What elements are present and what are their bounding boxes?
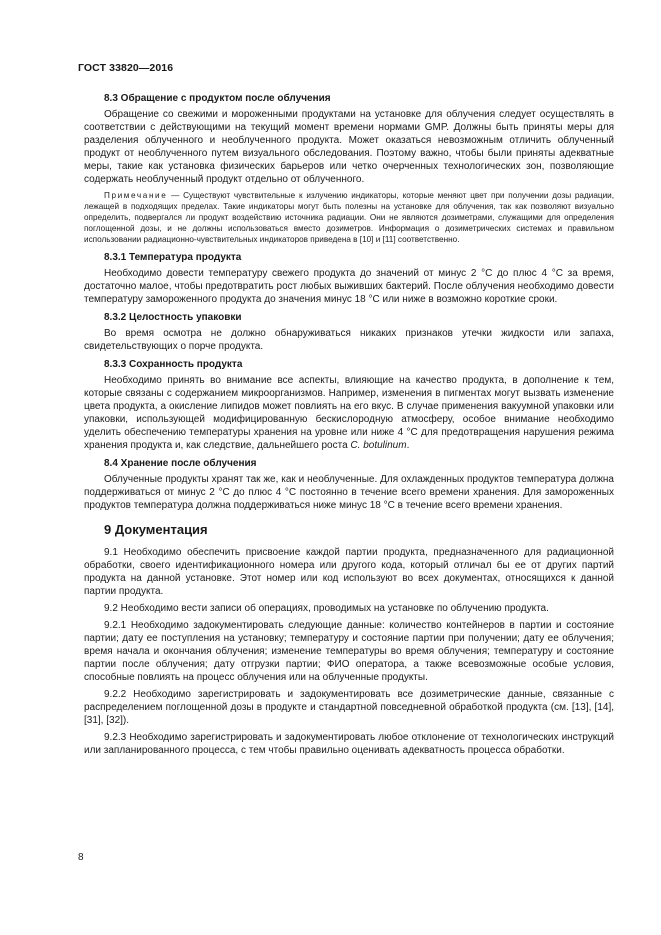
section-8-3-2-title: 8.3.2 Целостность упаковки <box>104 312 242 323</box>
section-8-3-3-paragraph <box>84 374 614 452</box>
section-9-2-3-paragraph: 9.2.3 Необходимо зарегистрировать и задокументировать любое отклонение от технологических инструкций или запланированного процесса, с тем чтобы правильно оценивать адекватность процесса обработки. <box>84 732 614 756</box>
document-header: ГОСТ 33820—2016 <box>78 62 174 74</box>
section-8-4-title: 8.4 Хранение после облучения <box>104 458 257 469</box>
section-8-3-1-title: 8.3.1 Температура продукта <box>104 252 242 263</box>
section-8-4-paragraph: Облученные продукты хранят так же, как и необлученные. Для охлажденных продуктов температура должна поддерживаться от минус 2 °C до плюс 4 °C постоянно в течение всего времени хранения. Для замороженных продуктов температура должна поддерживаться ниже минус 18 °C в течение всего времени хранения. <box>84 474 614 511</box>
section-8-3-3-title: 8.3.3 Сохранность продукта <box>104 359 243 370</box>
note-label: Примечание <box>104 191 168 200</box>
document-body <box>84 92 614 761</box>
note-text: — Существуют чувствительные к излучению индикаторы, которые меняют цвет при получении дозы радиации, лежащей в подходящих пределах. Такие индикаторы могут быть полезны на установке для облучения, так как позволяют визуально определить, подвергался ли продукт воздействию источника радиации. Они не являются дозиметрами, служащими для определения поглощенной дозы, и не должны использоваться вместо дозиметров. Информация о дозиметрических системах и правильном использовании радиационно-чувствительных индикаторов приведена в [10] и [11] соответственно. <box>84 191 614 244</box>
section-9-1-paragraph: 9.1 Необходимо обеспечить присвоение каждой партии продукта, предназначенного для радиационной обработки, своего идентификационного номера или другого кода, который отличал бы ее от других партий продукта на данной установке. Этот номер или код используют во всех документах, относящихся к данной партии продукта. <box>84 547 614 597</box>
section-9-title: 9 Документация <box>104 522 208 537</box>
section-9-2-paragraph: 9.2 Необходимо вести записи об операциях, проводимых на установке по облучению продукта. <box>104 603 549 614</box>
species-name: C. botulinum <box>350 440 407 451</box>
section-8-3-2-paragraph: Во время осмотра не должно обнаруживаться никаких признаков утечки жидкости или запаха, свидетельствующих о порче продукта. <box>84 328 614 352</box>
section-8-3-paragraph: Обращение со свежими и мороженными продуктами на установке для облучения следует осуществлять в соответствии с действующими на текущий момент времени нормами GMP. Должны быть приняты меры для разделения облученного и необлученного продукта. Может оказаться невозможным отличить облученный продукт от необлученного путем визуального обследования. Поэтому важно, чтобы были приняты адекватные меры, такие как установка физических барьеров или четко очерченных технологических зон, позволяющие содержать необлученный продукт отдельно от облученного. <box>84 109 614 185</box>
section-8-3-note <box>84 190 614 245</box>
section-8-3-3-text: Необходимо принять во внимание все аспекты, влияющие на качество продукта, в дополнение к тем, которые связаны с содержанием микроорганизмов. Например, изменения в пигментах могут вызвать изменение цвета продукта, а окисление липидов может повлиять на его вкус. В случае применения вакуумной упаковки или упаковки, использующей модифицированную бескислородную атмосферу, особое внимание необходимо уделить обеспечению температуры хранения на уровне или ниже 4 °C для предотвращения нарушения режима хранения продукта и, как следствие, дальнейшего роста <box>84 375 614 451</box>
section-9-2-1-paragraph: 9.2.1 Необходимо задокументировать следующие данные: количество контейнеров в партии и состояние партии; дату ее поступления на установку; температуру и состояние партии при получении; дату ее облучения; время начала и окончания облучения; изменение температуры во время облучения; температуру и состояние партии после облучения; дату отгрузки партии; ФИО оператора, а также всевозможные особые условия, способные повлиять на процесс облучения или на облученные продукты. <box>84 620 614 683</box>
section-8-3-title: 8.3 Обращение с продуктом после облучения <box>104 93 331 104</box>
page-number: 8 <box>78 852 84 863</box>
section-8-3-1-paragraph: Необходимо довести температуру свежего продукта до значений от минус 2 °C до плюс 4 °C за время, достаточно малое, чтобы предотвратить рост любых выживших бактерий. После облучения необходимо довести температуру замороженного продукта до значения минус 18 °C или ниже в возможно короткие сроки. <box>84 268 614 305</box>
section-9-2-2-paragraph: 9.2.2 Необходимо зарегистрировать и задокументировать все дозиметрические данные, связанные с распределением поглощенной дозы в продукте и стандартной повседневной обработкой продукта (см. [13], [14], [31], [32]). <box>84 689 614 726</box>
section-8-3-3-end: . <box>406 440 410 451</box>
